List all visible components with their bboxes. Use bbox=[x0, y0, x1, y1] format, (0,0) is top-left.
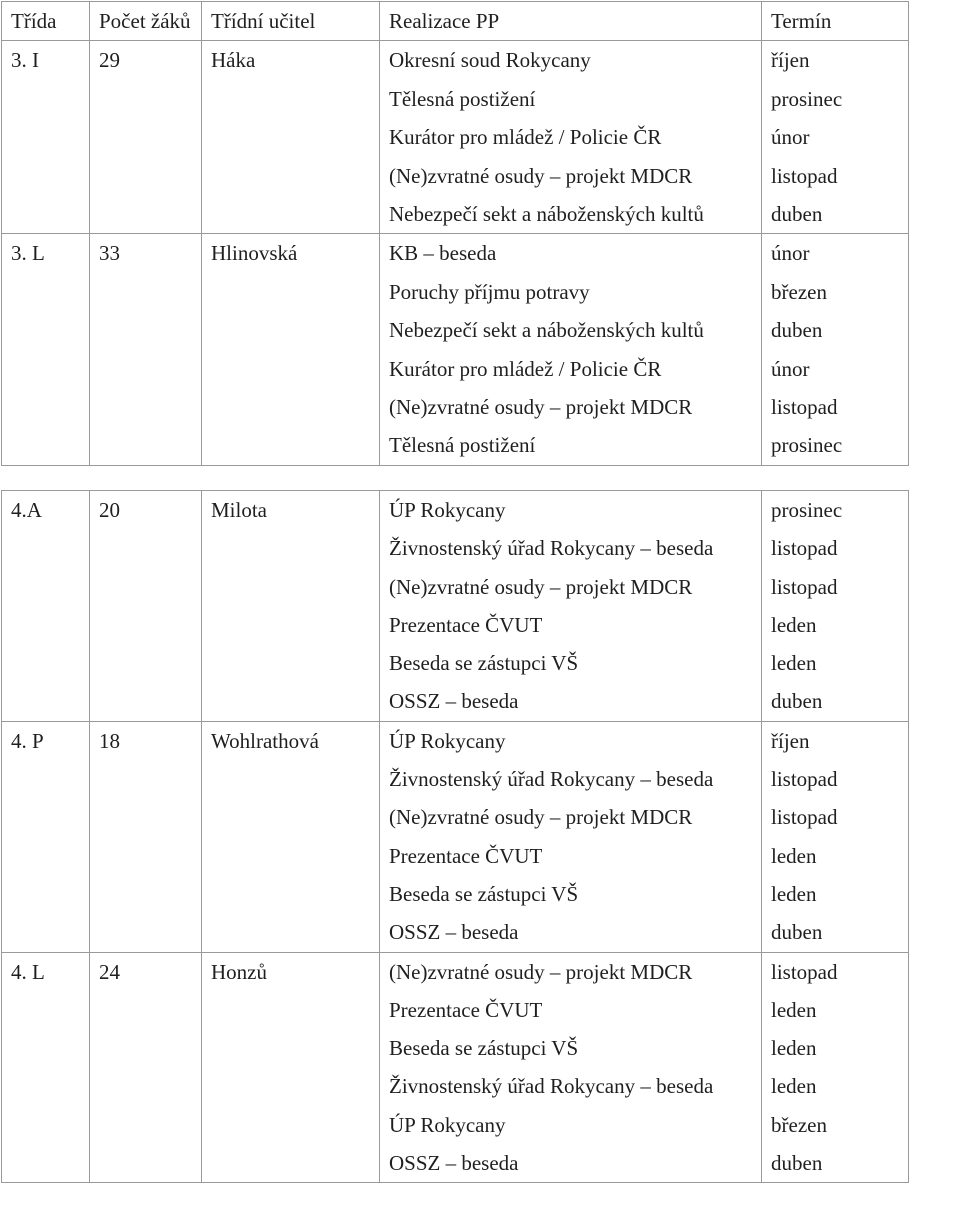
class-row bbox=[2, 952, 909, 1183]
class-ucitel: Wohlrathová bbox=[202, 721, 380, 952]
header-trida: Třída bbox=[2, 2, 90, 41]
class-row bbox=[2, 234, 909, 465]
realizace-item: OSSZ – beseda bbox=[389, 689, 519, 714]
realizace-item: Nebezpečí sekt a náboženských kultů bbox=[389, 318, 704, 343]
termin-item: duben bbox=[771, 1151, 823, 1176]
termin-list bbox=[762, 41, 909, 234]
realizace-item: ÚP Rokycany bbox=[389, 1112, 506, 1137]
termin-item: leden bbox=[771, 1036, 817, 1061]
class-pocet: 24 bbox=[90, 952, 202, 1183]
realizace-item: Nebezpečí sekt a náboženských kultů bbox=[389, 201, 704, 226]
realizace-item: Prezentace ČVUT bbox=[389, 843, 543, 868]
realizace-item: (Ne)zvratné osudy – projekt MDCR bbox=[389, 574, 693, 599]
termin-item: prosinec bbox=[771, 433, 843, 458]
class-ucitel: Honzů bbox=[202, 952, 380, 1183]
realizace-item: Tělesná postižení bbox=[389, 433, 536, 458]
header-pocet-zaku: Počet žáků bbox=[90, 2, 202, 41]
termin-item: listopad bbox=[771, 536, 838, 561]
termin-item: listopad bbox=[771, 767, 838, 792]
termin-item: duben bbox=[771, 689, 823, 714]
realizace-list bbox=[380, 952, 762, 1183]
header-realizace: Realizace PP bbox=[380, 2, 762, 41]
realizace-item: Okresní soud Rokycany bbox=[389, 48, 591, 73]
class-row bbox=[2, 41, 909, 234]
realizace-list bbox=[380, 491, 762, 722]
realizace-item: OSSZ – beseda bbox=[389, 1151, 519, 1176]
realizace-item: Živnostenský úřad Rokycany – beseda bbox=[389, 767, 714, 792]
realizace-item: Kurátor pro mládež / Policie ČR bbox=[389, 356, 662, 381]
class-trida: 3. L bbox=[2, 234, 90, 465]
class-ucitel: Milota bbox=[202, 491, 380, 722]
termin-item: duben bbox=[771, 201, 823, 226]
class-ucitel: Háka bbox=[202, 41, 380, 234]
schedule-table-1 bbox=[1, 1, 909, 466]
header-tridni-ucitel: Třídní učitel bbox=[202, 2, 380, 41]
class-trida: 4. P bbox=[2, 721, 90, 952]
realizace-item: Živnostenský úřad Rokycany – beseda bbox=[389, 536, 714, 561]
realizace-item: ÚP Rokycany bbox=[389, 498, 506, 522]
class-pocet: 29 bbox=[90, 41, 202, 234]
termin-item: říjen bbox=[771, 728, 810, 753]
termin-item: prosinec bbox=[771, 498, 843, 522]
class-trida: 4. L bbox=[2, 952, 90, 1183]
termin-item: leden bbox=[771, 881, 817, 906]
realizace-item: Prezentace ČVUT bbox=[389, 612, 543, 637]
termin-item: říjen bbox=[771, 48, 810, 73]
class-pocet: 18 bbox=[90, 721, 202, 952]
termin-item: leden bbox=[771, 651, 817, 676]
termin-item: březen bbox=[771, 279, 827, 304]
termin-item: březen bbox=[771, 1112, 827, 1137]
termin-item: leden bbox=[771, 612, 817, 637]
termin-list bbox=[762, 491, 909, 722]
class-row bbox=[2, 721, 909, 952]
class-trida: 3. I bbox=[2, 41, 90, 234]
realizace-item: Beseda se zástupci VŠ bbox=[389, 881, 579, 906]
termin-item: únor bbox=[771, 125, 810, 150]
realizace-item: (Ne)zvratné osudy – projekt MDCR bbox=[389, 805, 693, 830]
realizace-item: Poruchy příjmu potravy bbox=[389, 279, 590, 304]
realizace-item: Tělesná postižení bbox=[389, 86, 536, 111]
termin-item: listopad bbox=[771, 163, 838, 188]
schedule-table-2 bbox=[1, 490, 909, 1183]
realizace-item: Prezentace ČVUT bbox=[389, 997, 543, 1022]
realizace-item: Beseda se zástupci VŠ bbox=[389, 1036, 579, 1061]
realizace-item: (Ne)zvratné osudy – projekt MDCR bbox=[389, 394, 693, 419]
class-row bbox=[2, 491, 909, 722]
termin-item: leden bbox=[771, 997, 817, 1022]
realizace-item: OSSZ – beseda bbox=[389, 920, 519, 945]
termin-list bbox=[762, 952, 909, 1183]
class-ucitel: Hlinovská bbox=[202, 234, 380, 465]
termin-item: listopad bbox=[771, 959, 838, 984]
termin-item: leden bbox=[771, 1074, 817, 1099]
termin-item: listopad bbox=[771, 805, 838, 830]
class-trida: 4.A bbox=[2, 491, 90, 722]
realizace-list bbox=[380, 41, 762, 234]
termin-item: listopad bbox=[771, 574, 838, 599]
realizace-list bbox=[380, 234, 762, 465]
header-row bbox=[2, 2, 909, 41]
termin-item: prosinec bbox=[771, 86, 843, 111]
realizace-item: (Ne)zvratné osudy – projekt MDCR bbox=[389, 163, 693, 188]
realizace-item: ÚP Rokycany bbox=[389, 728, 506, 753]
realizace-list bbox=[380, 721, 762, 952]
termin-item: únor bbox=[771, 241, 810, 266]
termin-list bbox=[762, 721, 909, 952]
class-pocet: 20 bbox=[90, 491, 202, 722]
realizace-item: Živnostenský úřad Rokycany – beseda bbox=[389, 1074, 714, 1099]
realizace-item: Kurátor pro mládež / Policie ČR bbox=[389, 125, 662, 150]
termin-list bbox=[762, 234, 909, 465]
termin-item: duben bbox=[771, 318, 823, 343]
realizace-item: KB – beseda bbox=[389, 241, 497, 266]
realizace-item: Beseda se zástupci VŠ bbox=[389, 651, 579, 676]
header-termin: Termín bbox=[762, 2, 909, 41]
termin-item: listopad bbox=[771, 394, 838, 419]
termin-item: leden bbox=[771, 843, 817, 868]
class-pocet: 33 bbox=[90, 234, 202, 465]
termin-item: únor bbox=[771, 356, 810, 381]
termin-item: duben bbox=[771, 920, 823, 945]
realizace-item: (Ne)zvratné osudy – projekt MDCR bbox=[389, 959, 693, 984]
